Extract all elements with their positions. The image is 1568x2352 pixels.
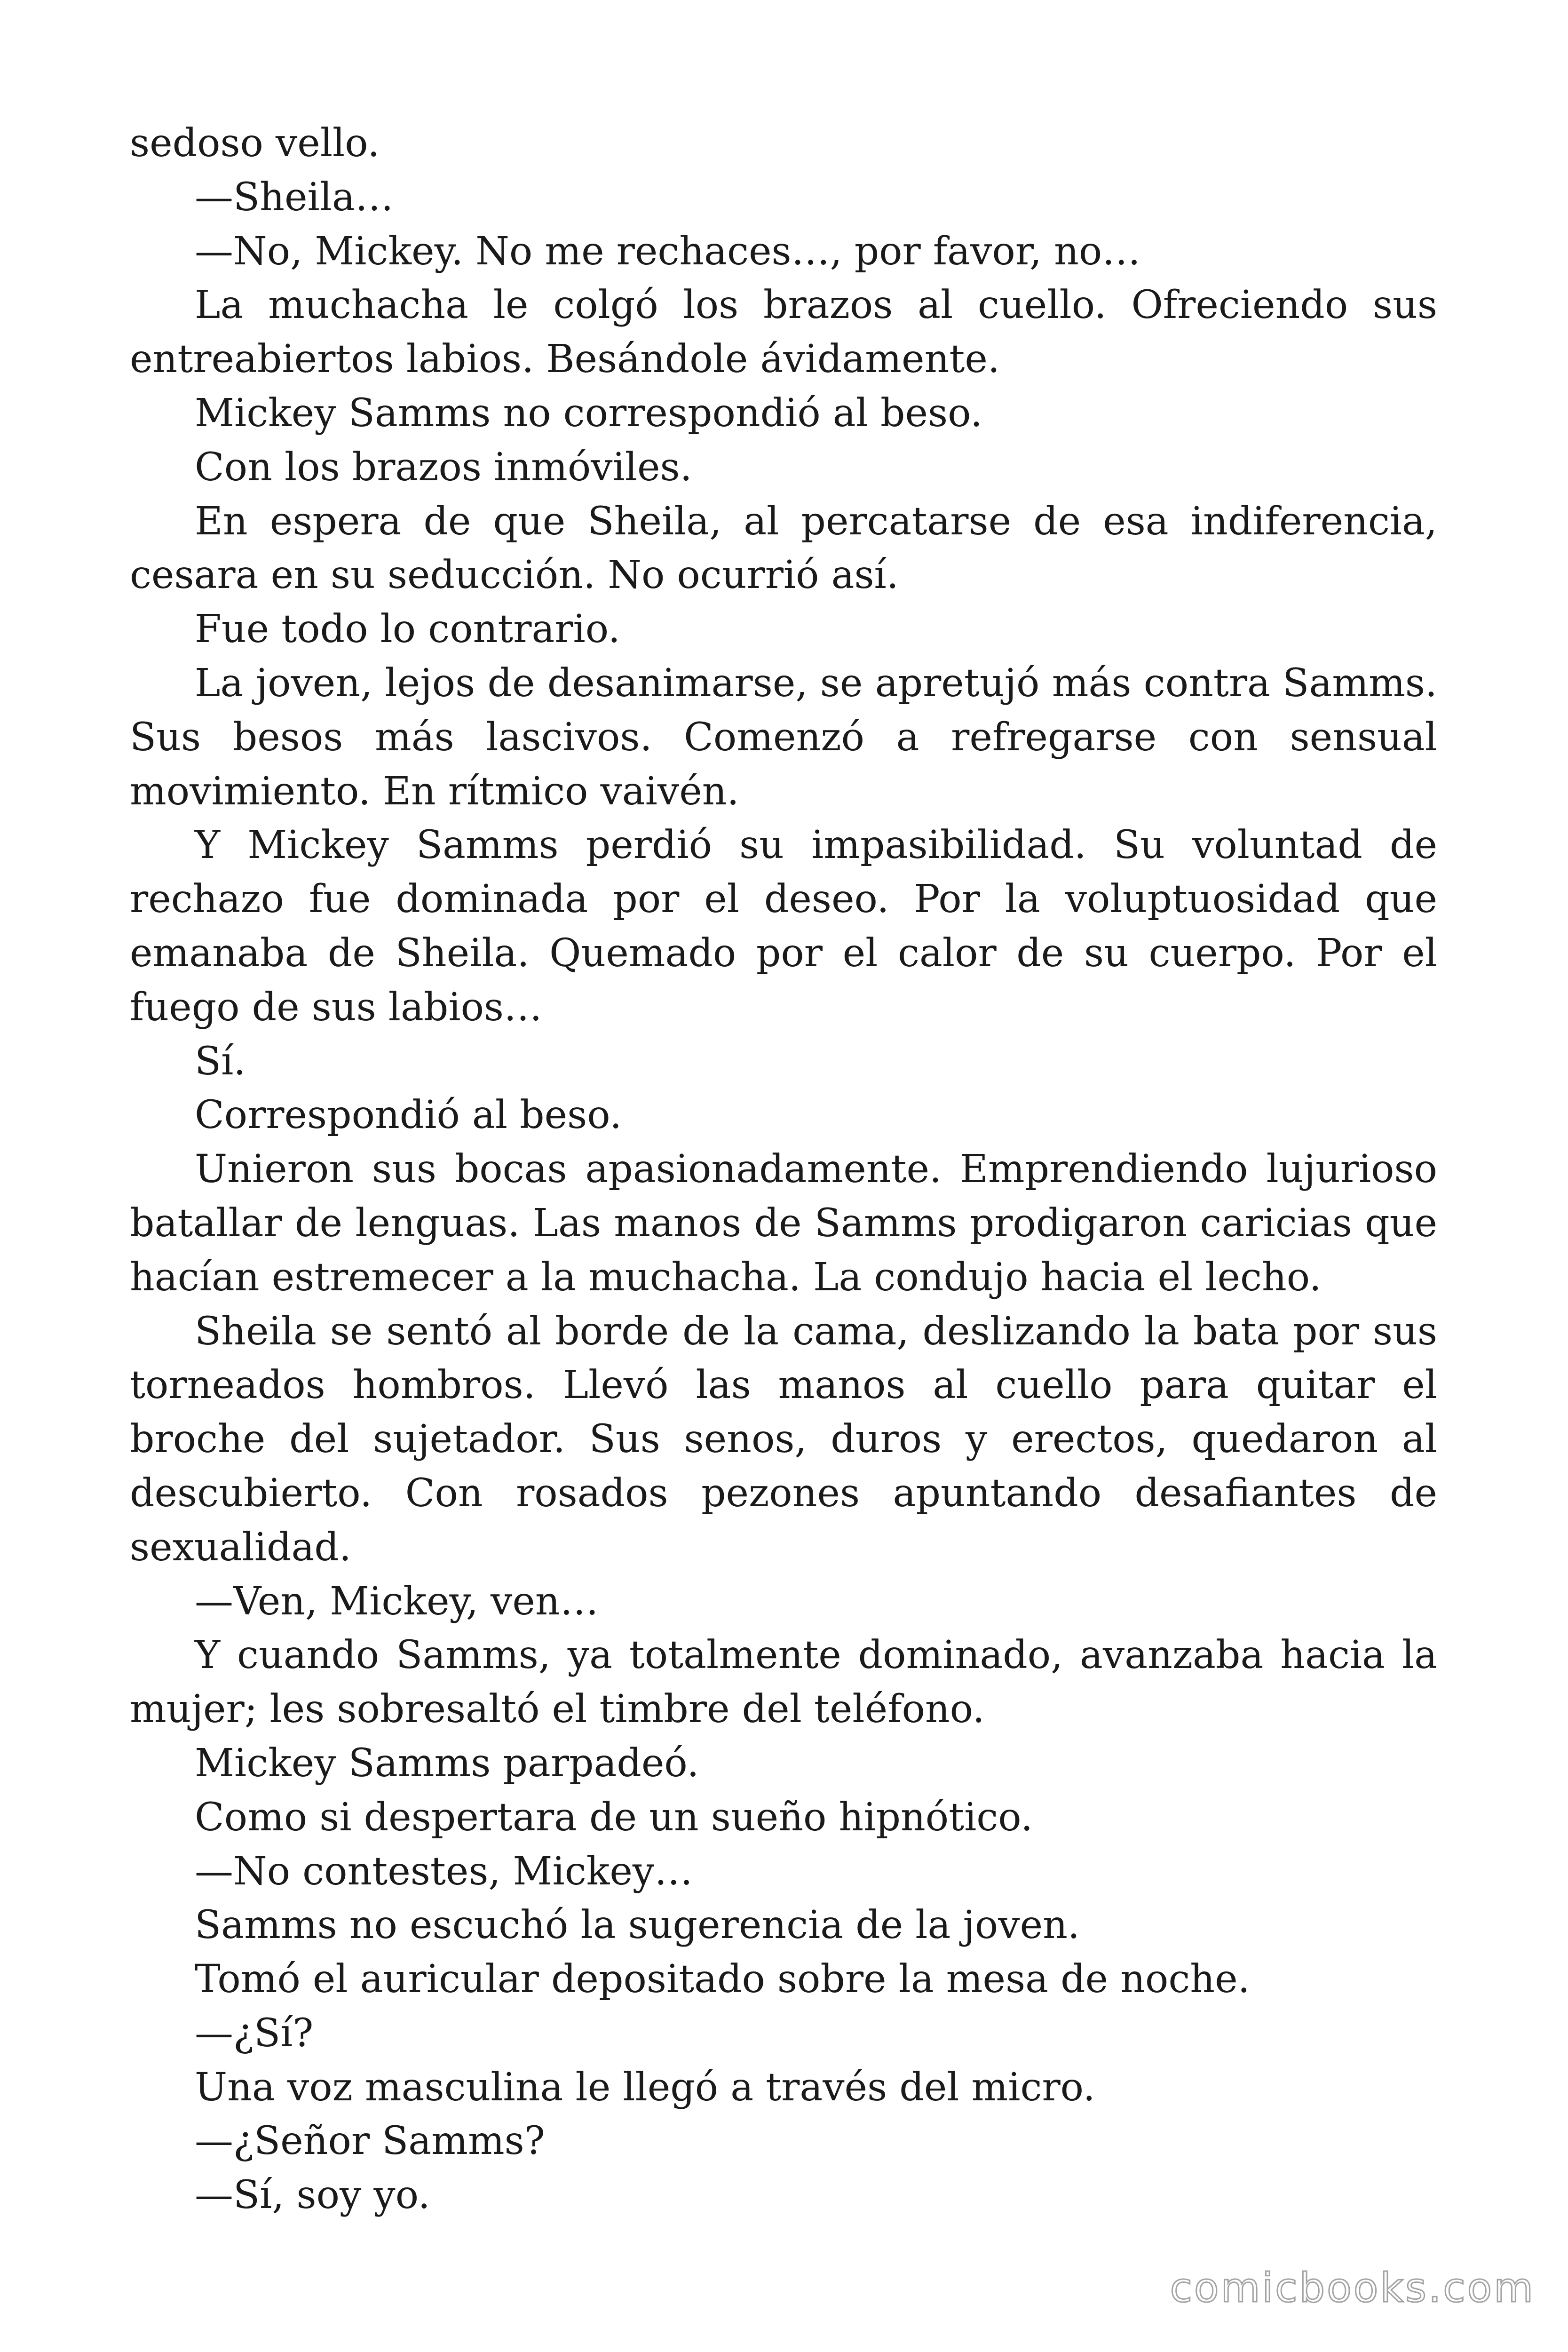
paragraph: Sheila se sentó al borde de la cama, deslizando la bata por sus torneados hombros. Llevó las manos al cuello para quitar el broche del sujetador. Sus senos, duros y erectos, quedaron al descubierto. Con rosados pezones apuntando desafiantes de sexualidad.: [130, 1309, 1437, 1570]
paragraph: —¿Señor Samms?: [195, 2119, 545, 2164]
paragraph: —¿Sí?: [195, 2010, 314, 2056]
paragraph: Mickey Samms parpadeó.: [195, 1740, 699, 1786]
paragraph: La joven, lejos de desanimarse, se apretujó más contra Samms. Sus besos más lascivos. Comenzó a refregarse con sensual movimiento. En rítmico vaivén.: [130, 660, 1437, 814]
paragraph: Samms no escuchó la sugerencia de la joven.: [195, 1903, 1080, 1948]
paragraph: La muchacha le colgó los brazos al cuello. Ofreciendo sus entreabiertos labios. Besándole ávidamente.: [130, 283, 1437, 382]
body-text: [130, 117, 1437, 2223]
paragraph: —Sí, soy yo.: [195, 2173, 430, 2218]
paragraph: Sí.: [195, 1039, 246, 1084]
paragraph: Fue todo lo contrario.: [195, 607, 620, 652]
paragraph: —Ven, Mickey, ven…: [195, 1579, 599, 1624]
paragraph: Y cuando Samms, ya totalmente dominado, avanzaba hacia la mujer; les sobresaltó el timbre del teléfono.: [130, 1633, 1437, 1732]
paragraph: Unieron sus bocas apasionadamente. Emprendiendo lujurioso batallar de lenguas. Las manos de Samms prodigaron caricias que hacían estremecer a la muchacha. La condujo hacia el lecho.: [130, 1147, 1437, 1300]
paragraph: En espera de que Sheila, al percatarse de esa indiferencia, cesara en su seducción. No ocurrió así.: [130, 499, 1437, 598]
paragraph: Mickey Samms no correspondió al beso.: [195, 390, 983, 436]
paragraph: Con los brazos inmóviles.: [195, 445, 692, 490]
paragraph: Como si despertara de un sueño hipnótico.: [195, 1795, 1033, 1840]
paragraph: —No, Mickey. No me rechaces…, por favor, no…: [195, 229, 1141, 274]
paragraph: Tomó el auricular depositado sobre la mesa de noche.: [195, 1957, 1250, 2002]
watermark-logo: comicbooks.com: [1170, 2265, 1535, 2312]
paragraph: Correspondió al beso.: [195, 1093, 622, 1138]
paragraph: —Sheila…: [195, 175, 394, 220]
paragraph: sedoso vello.: [130, 121, 380, 166]
paragraph: Y Mickey Samms perdió su impasibilidad. Su voluntad de rechazo fue dominada por el deseo. Por la voluptuosidad que emanaba de Sheila. Quemado por el calor de su cuerpo. Por el fuego de sus labios…: [130, 823, 1437, 1030]
paragraph: Una voz masculina le llegó a través del micro.: [195, 2065, 1095, 2110]
paragraph: —No contestes, Mickey…: [195, 1849, 693, 1894]
